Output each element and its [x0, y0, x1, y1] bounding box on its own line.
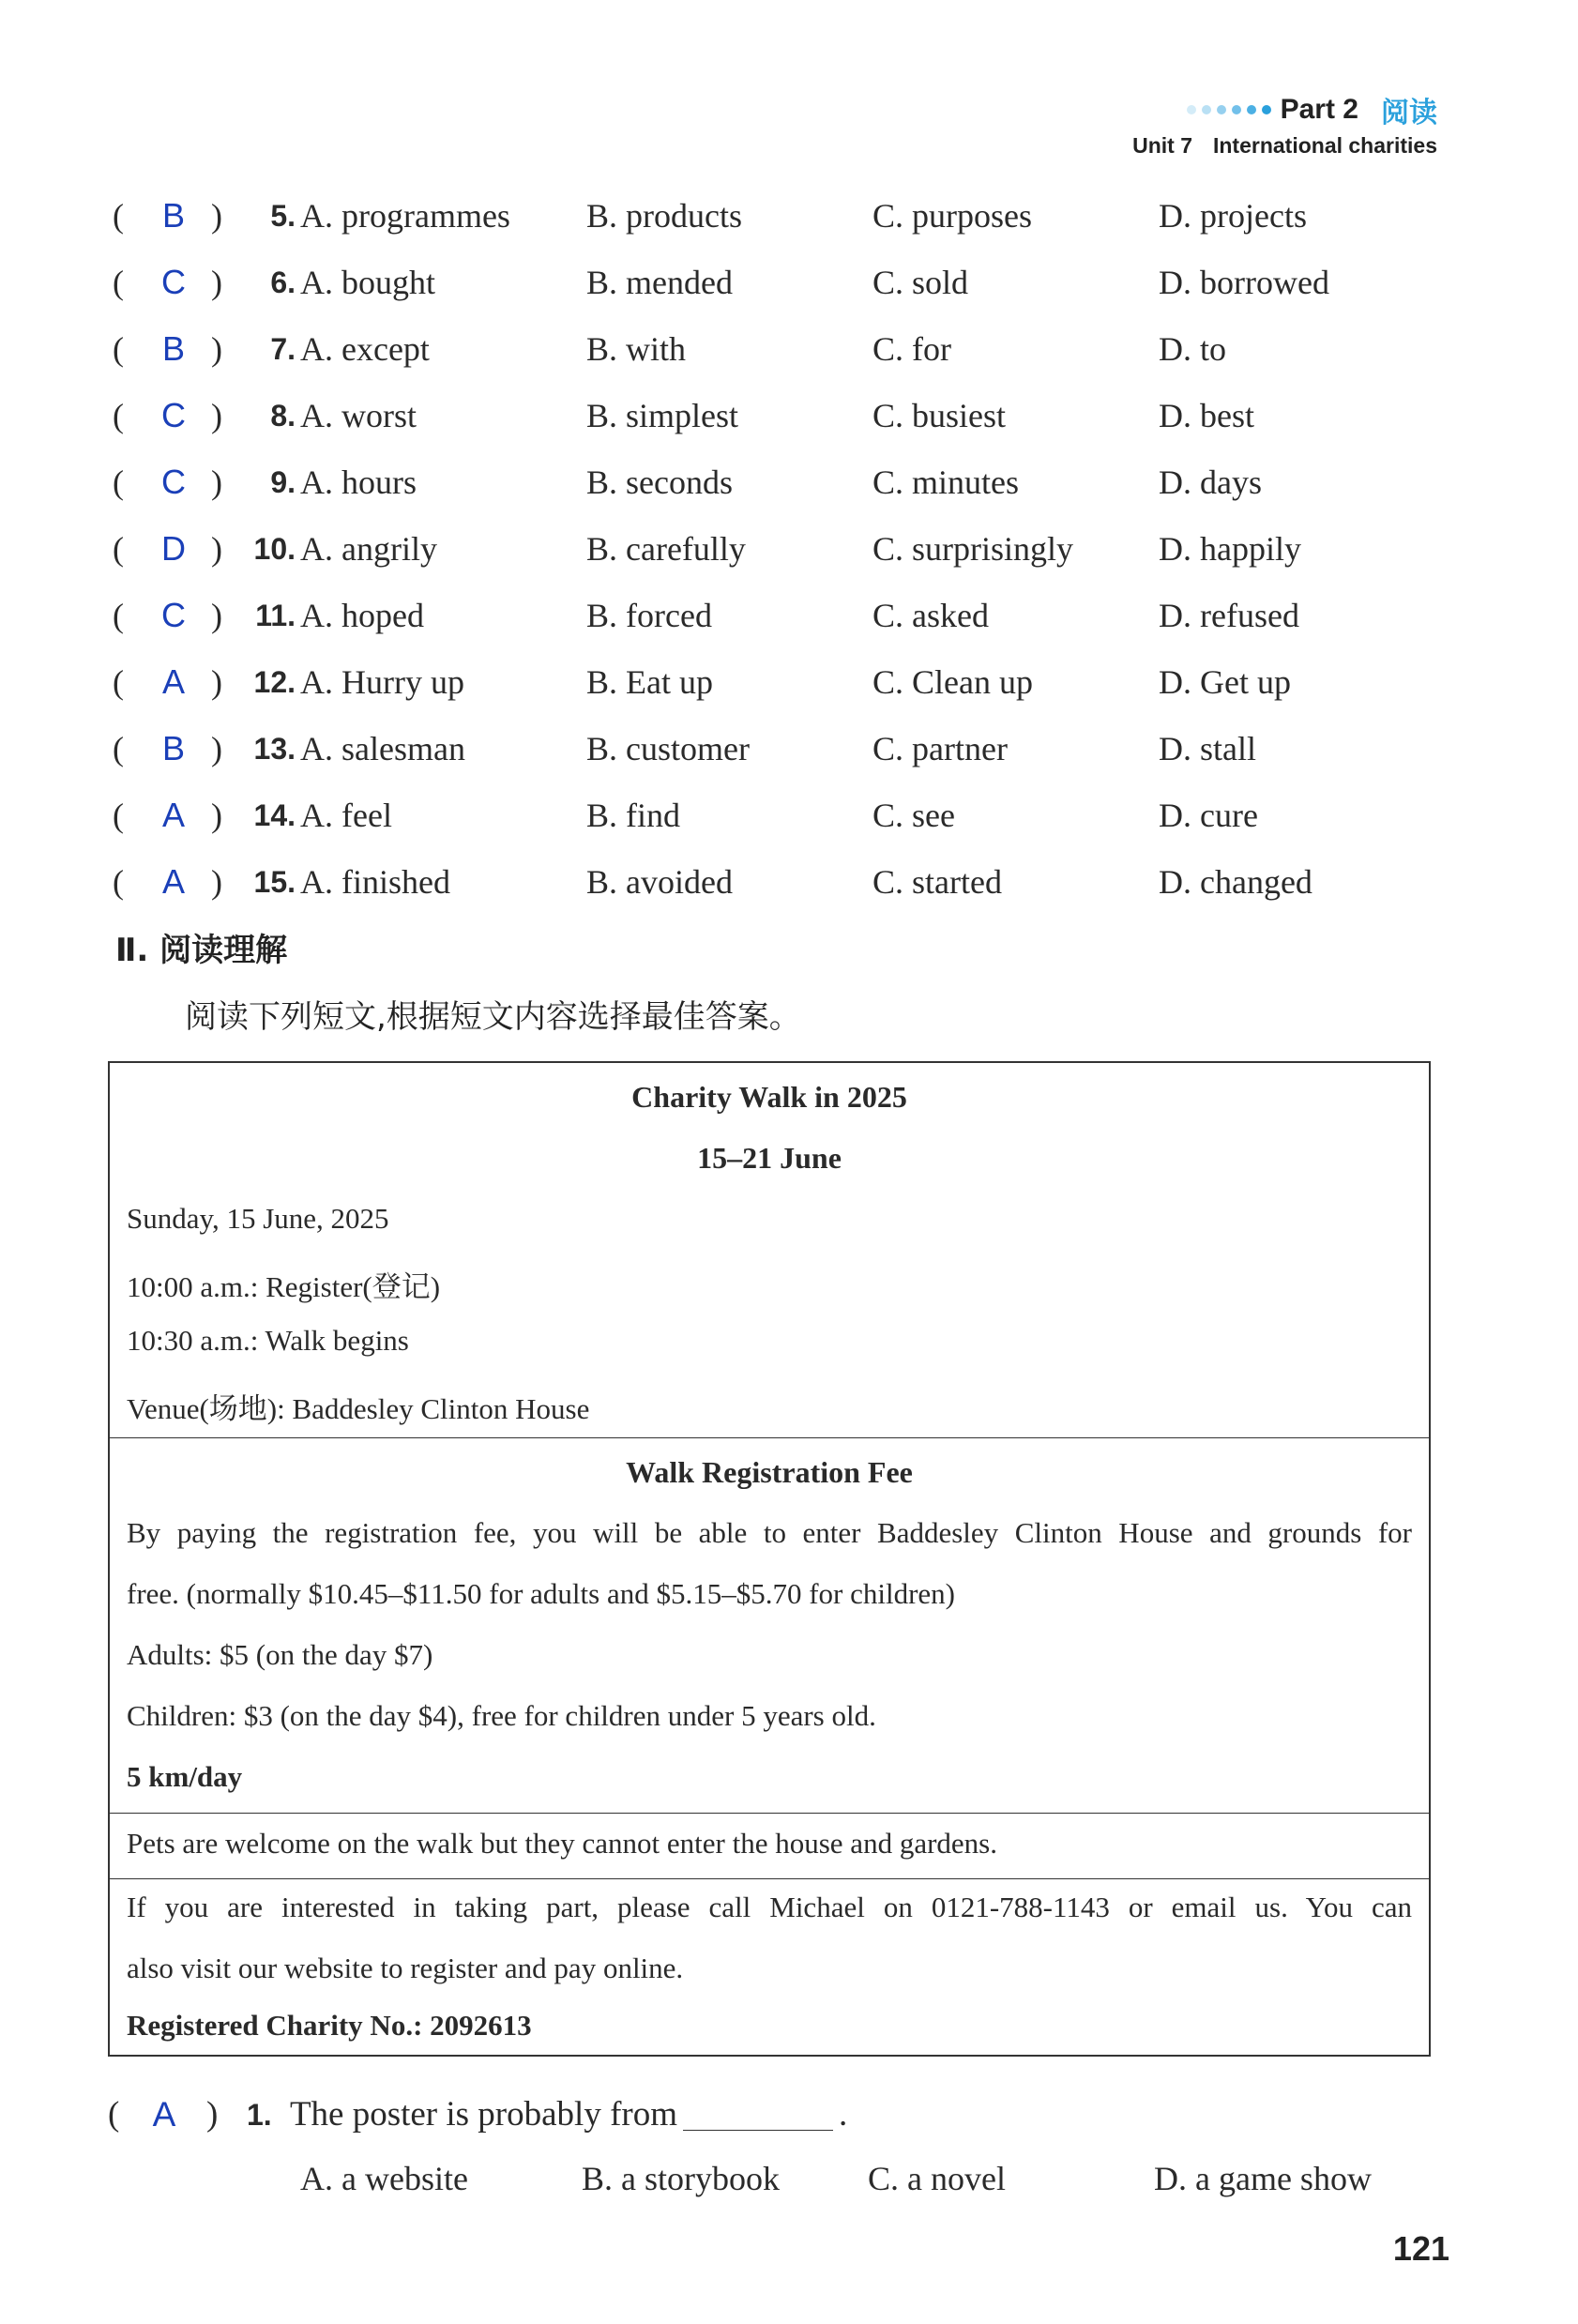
- question-number: 10.: [253, 532, 296, 566]
- option-d: D. Get up: [1159, 663, 1291, 701]
- answer-mark: D: [161, 529, 186, 568]
- option-d: D. best: [1159, 397, 1254, 434]
- walk-distance: 5 km/day: [127, 1760, 243, 1793]
- option-a: A. worst: [300, 397, 417, 434]
- section-instruction: 阅读下列短文,根据短文内容选择最佳答案。: [185, 998, 801, 1036]
- answer-mark: C: [161, 596, 186, 634]
- option-d: D. cure: [1159, 797, 1258, 834]
- fee-title: Walk Registration Fee: [626, 1455, 913, 1489]
- contact-line: If you are interested in taking part, please call Michael on 0121-788-1143 or email us. You can: [127, 1891, 1412, 1923]
- answer-mark: A: [161, 796, 185, 834]
- unit-title: International charities: [1212, 133, 1437, 158]
- option-c: C. busiest: [872, 397, 1007, 434]
- part-category: 阅读: [1381, 97, 1437, 129]
- option-a: A. feel: [300, 797, 392, 834]
- contact-line: also visit our website to register and pay online.: [127, 1952, 684, 1984]
- option-d: D. changed: [1159, 863, 1312, 901]
- option-c: C. partner: [872, 730, 1008, 767]
- part-label: Part 2: [1280, 94, 1358, 125]
- page-number: 121: [1392, 2229, 1449, 2268]
- answer-mark: B: [161, 196, 185, 235]
- option-d: D. borrowed: [1159, 264, 1329, 301]
- question-number: 11.: [255, 599, 296, 632]
- poster-pets-section: [110, 1814, 1429, 1879]
- question-number: 9.: [270, 465, 296, 499]
- option-c: C. started: [872, 863, 1002, 901]
- option-a: A. finished: [300, 863, 450, 901]
- answer-mark: A: [161, 862, 185, 901]
- adult-fee: Adults: $5 (on the day $7): [127, 1638, 433, 1671]
- dot-icon: [1232, 105, 1241, 114]
- option-d: D. to: [1159, 330, 1226, 368]
- option-a: A. except: [300, 330, 430, 368]
- unit-number: Unit 7: [1132, 133, 1192, 158]
- option-a: A. hours: [300, 463, 417, 501]
- question-number: 1.: [247, 2098, 272, 2132]
- option-c: C. see: [872, 797, 955, 834]
- answer-mark: C: [161, 463, 186, 501]
- option-c: C. a novel: [868, 2160, 1006, 2197]
- option-b: B. simplest: [586, 397, 739, 434]
- unit-heading: [1132, 133, 1437, 159]
- option-a: A. a website: [300, 2160, 468, 2197]
- fee-description-line: By paying the registration fee, you will be able to enter Baddesley Clinton House and grounds for: [127, 1516, 1412, 1549]
- option-c: C. surprisingly: [872, 530, 1074, 568]
- dot-icon: [1247, 105, 1256, 114]
- pets-note: Pets are welcome on the walk but they cannot enter the house and gardens.: [127, 1827, 997, 1860]
- page-header: [1187, 89, 1437, 130]
- option-b: B. a storybook: [582, 2160, 780, 2197]
- answer-mark: C: [161, 396, 186, 434]
- option-b: B. avoided: [586, 863, 733, 901]
- option-d: D. stall: [1159, 730, 1256, 767]
- question-stem: 1. The poster is probably from .: [247, 2085, 847, 2145]
- option-b: B. customer: [586, 730, 750, 767]
- poster-contact-section: [110, 1879, 1429, 2057]
- poster-event-section: [110, 1063, 1429, 1438]
- option-a: A. Hurry up: [300, 663, 464, 701]
- section-title: Ⅱ. 阅读理解: [115, 932, 288, 969]
- poster-fee-section: [110, 1438, 1429, 1814]
- option-b: B. carefully: [586, 530, 746, 568]
- option-b: B. Eat up: [586, 663, 713, 701]
- option-a: A. angrily: [300, 530, 437, 568]
- option-c: C. purposes: [872, 197, 1032, 235]
- question-number: 13.: [253, 732, 296, 766]
- answer-mark: A: [152, 2095, 176, 2134]
- option-d: D. refused: [1159, 597, 1299, 634]
- question-number: 5.: [270, 199, 296, 233]
- option-a: A. salesman: [300, 730, 465, 767]
- fee-description-line: free. (normally $10.45–$11.50 for adults and $5.15–$5.70 for children): [127, 1577, 956, 1610]
- dot-icon: [1187, 105, 1196, 114]
- option-b: B. mended: [586, 264, 733, 301]
- option-c: C. minutes: [872, 463, 1020, 501]
- poster-title: Charity Walk in 2025: [631, 1080, 907, 1114]
- option-d: D. happily: [1159, 530, 1301, 568]
- question-number: 15.: [253, 865, 296, 899]
- question-number: 14.: [253, 798, 296, 832]
- charity-poster: [108, 1061, 1431, 2057]
- dot-icon: [1262, 105, 1271, 114]
- answer-mark: B: [161, 729, 185, 767]
- option-c: C. for: [872, 330, 951, 368]
- dot-icon: [1202, 105, 1211, 114]
- option-a: A. bought: [300, 264, 435, 301]
- question-number: 6.: [270, 266, 296, 299]
- walk-start-time: 10:30 a.m.: Walk begins: [127, 1324, 409, 1357]
- option-a: A. programmes: [300, 197, 510, 235]
- poster-dates: 15–21 June: [697, 1141, 842, 1175]
- workbook-page: Part 2 阅读 Unit 7 International charities ( B ) 5. A. programmes B. products C. purposes D. projects ( C ) 6. A. bought B. mended C. sold D. borrowed ( B ) 7. A. except B. with C. for D. to ( C ) 8. A. worst B. simplest C. busiest D. best ( C ) 9. A. hours B. seconds C. minutes D. days ( D ) 10. A. angrily B. carefully C. surprisingly D. happily ( C ) 11. A. hoped B. forced C. asked D. refused ( A ) 12. A. Hurry up B. Eat up C. Clean up D. Get up ( B ) 13. A. salesman B. customer C. partner D. stall ( A ) 14. A. feel B. find C. see D. cure ( A ) 15. A. finished B. avoided C. started D. changed Ⅱ. 阅读理解 阅读下列短文,根据短文内容选择最佳答案。 Charity Walk in 2025 15–21 June Sunday, 15 June, 2025 10:00 a.m.: Register(登记) 10:30 a.m.: Walk begins Venue(场地): Baddesley Clinton House Walk Registration Fee By paying the registration fee, you will be able to enter Baddesley Clinton House and grounds for free. (normally $10.45–$11.50 for adults and $5.15–$5.70 for children) Adults: $5 (on the day $7) Children: $3 (on the day $4), free for children under 5 years old. 5 km/day Pets are welcome on the walk but they cannot enter the house and gardens. If you are interested in taking part, please call Michael on 0121-788-1143 or email us. You can also visit our website to register and pay online. Registered Charity No.: 2092613 ( A ) 1. The poster is probably from . A. a website B. a storybook C. a novel D. a game show 121: [0, 0, 1578, 2324]
- register-time: 10:00 a.m.: Register(登记): [127, 1270, 441, 1303]
- option-c: C. Clean up: [872, 663, 1033, 701]
- dot-icon: [1217, 105, 1226, 114]
- answer-mark: B: [161, 329, 185, 368]
- event-date: Sunday, 15 June, 2025: [127, 1202, 389, 1235]
- option-d: D. a game show: [1154, 2160, 1372, 2197]
- option-d: D. days: [1159, 463, 1262, 501]
- answer-blank: [683, 2092, 833, 2131]
- event-venue: Venue(场地): Baddesley Clinton House: [127, 1392, 590, 1425]
- question-number: 7.: [270, 332, 296, 366]
- option-a: A. hoped: [300, 597, 424, 634]
- option-c: C. sold: [872, 264, 969, 301]
- question-number: 8.: [270, 399, 296, 433]
- charity-number: Registered Charity No.: 2092613: [127, 2009, 532, 2042]
- option-b: B. with: [586, 330, 687, 368]
- option-b: B. seconds: [586, 463, 733, 501]
- child-fee: Children: $3 (on the day $4), free for children under 5 years old.: [127, 1699, 876, 1732]
- question-number: 12.: [253, 665, 296, 699]
- decorative-dots: [1187, 105, 1271, 114]
- option-c: C. asked: [872, 597, 989, 634]
- option-b: B. products: [586, 197, 742, 235]
- answer-mark: C: [161, 263, 186, 301]
- option-b: B. forced: [586, 597, 712, 634]
- option-b: B. find: [586, 797, 681, 834]
- answer-mark: A: [161, 662, 185, 701]
- option-d: D. projects: [1159, 197, 1307, 235]
